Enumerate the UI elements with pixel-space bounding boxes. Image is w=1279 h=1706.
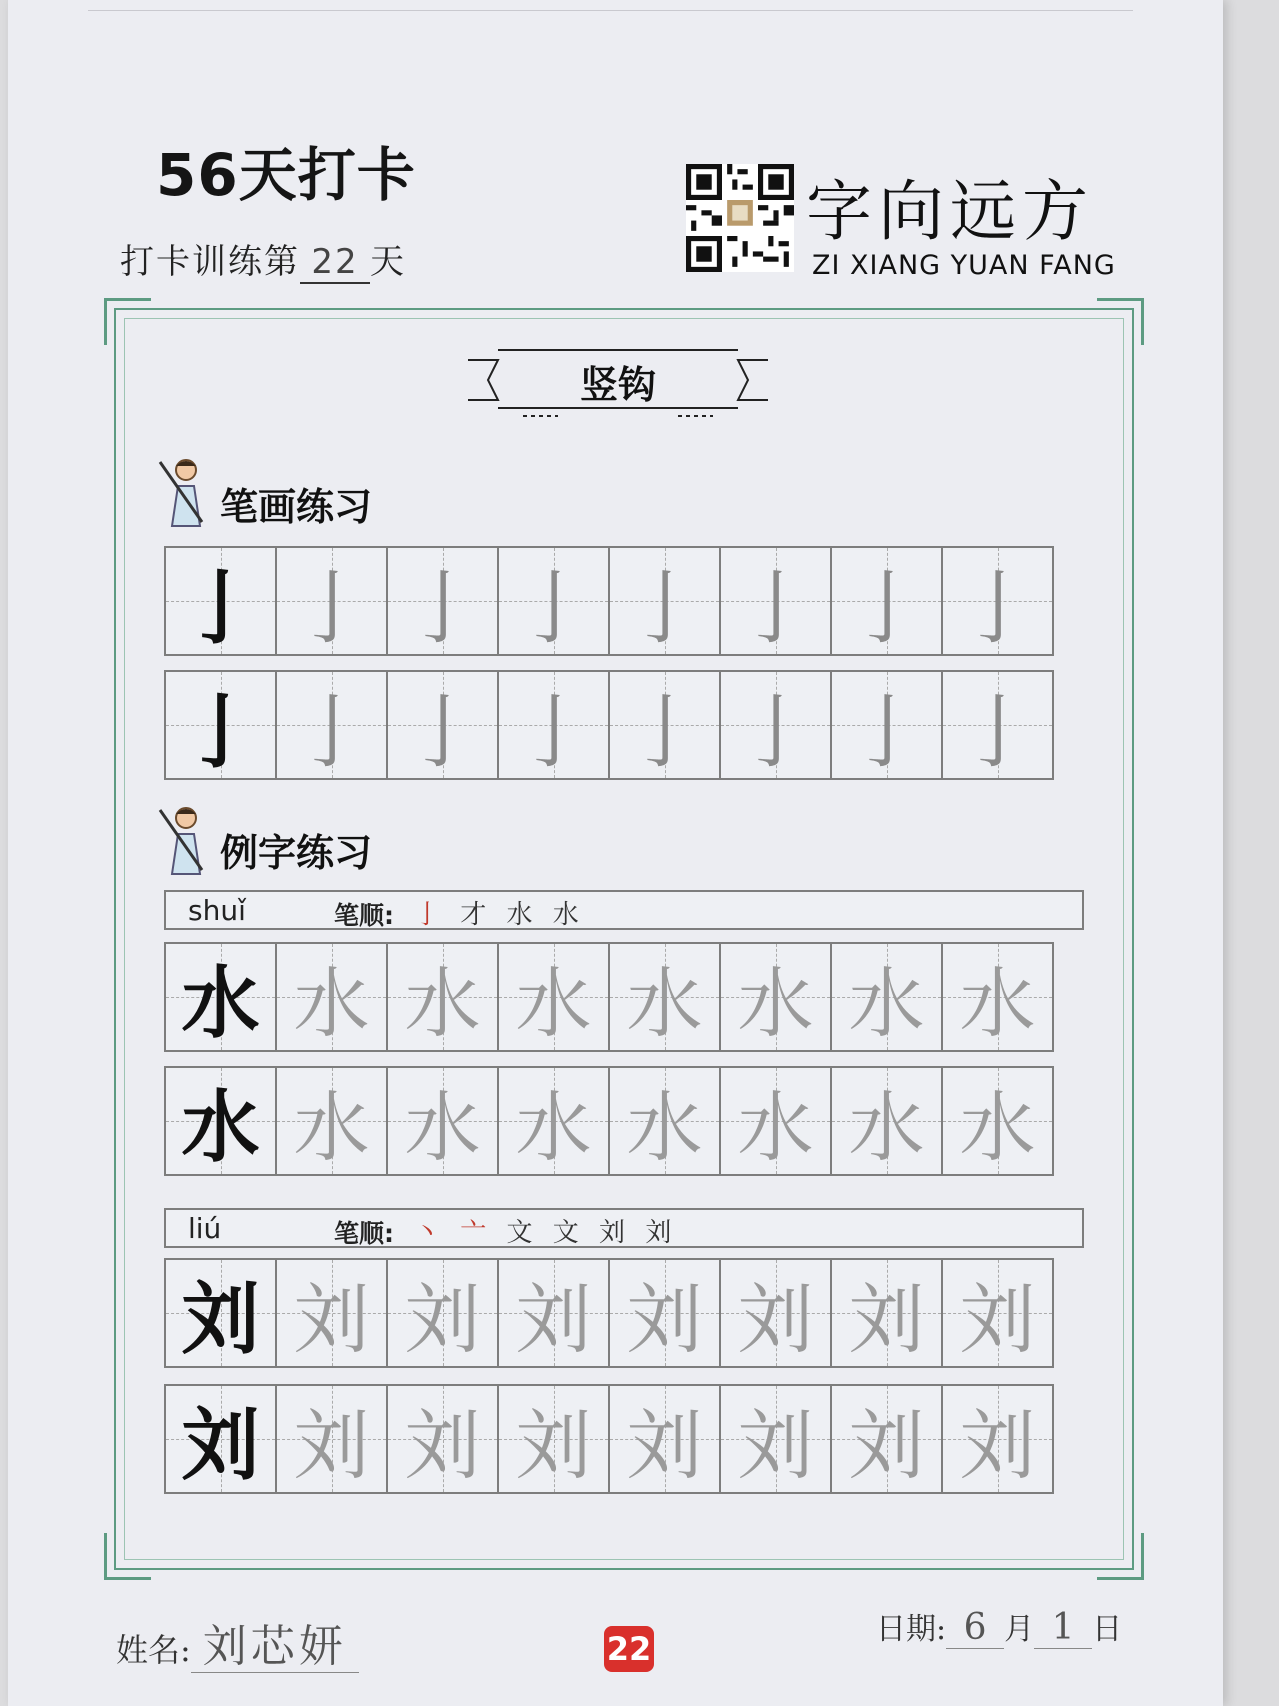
grid-cell-trace[interactable]: 亅 — [386, 670, 499, 780]
grid-cell-trace[interactable]: 亅 — [719, 670, 832, 780]
example-row — [164, 1258, 1052, 1368]
grid-cell-trace[interactable]: 亅 — [608, 546, 721, 656]
pinyin: liú — [188, 1212, 222, 1245]
section-title-strokes: 笔画练习 — [220, 485, 373, 529]
stroke-order-label: 笔顺: — [334, 1219, 394, 1248]
grid-cell-trace[interactable]: 水 — [386, 1066, 499, 1176]
grid-cell-model: 水 — [164, 1066, 277, 1176]
brand-logo-text: 字向远方 — [806, 173, 1094, 250]
grid-cell-trace[interactable]: 刘 — [386, 1258, 499, 1368]
grid-cell-trace[interactable]: 亅 — [275, 670, 388, 780]
frame-corner-ornament — [1097, 298, 1144, 345]
grid-cell-model: 亅 — [164, 546, 277, 656]
name-label: 姓名: — [116, 1631, 191, 1669]
date-field — [876, 1604, 1122, 1649]
grid-cell-trace[interactable]: 刘 — [386, 1384, 499, 1494]
grid-cell-model: 刘 — [164, 1258, 277, 1368]
frame-corner-ornament — [104, 298, 151, 345]
example-info-bar — [164, 1208, 1084, 1248]
grid-cell-trace[interactable]: 亅 — [386, 546, 499, 656]
stroke-order-label: 笔顺: — [334, 901, 394, 930]
grid-cell-trace[interactable]: 水 — [830, 1066, 943, 1176]
grid-cell-trace[interactable]: 刘 — [830, 1258, 943, 1368]
grid-cell-trace[interactable]: 水 — [941, 1066, 1054, 1176]
scholar-icon — [156, 804, 212, 876]
frame-corner-ornament — [1097, 1533, 1144, 1580]
grid-cell-trace[interactable]: 亅 — [275, 546, 388, 656]
grid-cell-trace[interactable]: 亅 — [941, 670, 1054, 780]
grid-cell-trace[interactable]: 刘 — [830, 1384, 943, 1494]
grid-cell-trace[interactable]: 水 — [830, 942, 943, 1052]
grid-cell-trace[interactable]: 刘 — [941, 1258, 1054, 1368]
example-info-bar — [164, 890, 1084, 930]
grid-cell-trace[interactable]: 水 — [497, 942, 610, 1052]
top-edge-line — [88, 0, 1133, 11]
day-counter — [120, 234, 406, 284]
date-label: 日期: — [876, 1612, 947, 1647]
grid-cell-trace[interactable]: 水 — [719, 1066, 832, 1176]
day-suffix: 天 — [370, 242, 406, 282]
grid-cell-trace[interactable]: 亅 — [830, 546, 943, 656]
pinyin: shuǐ — [188, 894, 246, 927]
grid-cell-model: 水 — [164, 942, 277, 1052]
lesson-title: 竖钩 — [579, 363, 656, 407]
grid-cell-trace[interactable]: 水 — [275, 942, 388, 1052]
scholar-icon — [156, 456, 212, 528]
frame-corner-ornament — [104, 1533, 151, 1580]
grid-cell-model: 刘 — [164, 1384, 277, 1494]
grid-cell-trace[interactable]: 水 — [497, 1066, 610, 1176]
example-row — [164, 942, 1052, 1052]
stroke-row-2 — [164, 670, 1052, 780]
grid-cell-trace[interactable]: 刘 — [497, 1258, 610, 1368]
page-title: 56天打卡 — [156, 141, 416, 209]
grid-cell-trace[interactable]: 刘 — [608, 1258, 721, 1368]
grid-cell-trace[interactable]: 刘 — [608, 1384, 721, 1494]
grid-cell-trace[interactable]: 水 — [608, 1066, 721, 1176]
grid-cell-trace[interactable]: 亅 — [830, 670, 943, 780]
example-row — [164, 1066, 1052, 1176]
worksheet-page — [8, 0, 1223, 1706]
grid-cell-trace[interactable]: 水 — [941, 942, 1054, 1052]
stroke-order-sequence: 亅 才 水 水 — [414, 900, 585, 930]
grid-cell-trace[interactable]: 刘 — [719, 1384, 832, 1494]
name-field — [116, 1610, 359, 1674]
grid-cell-trace[interactable]: 亅 — [941, 546, 1054, 656]
page-number-badge: 22 — [604, 1626, 654, 1672]
grid-cell-trace[interactable]: 刘 — [497, 1384, 610, 1494]
day-prefix: 打卡训练第 — [120, 242, 300, 282]
grid-cell-trace[interactable]: 水 — [719, 942, 832, 1052]
grid-cell-trace[interactable]: 水 — [608, 942, 721, 1052]
example-row — [164, 1384, 1052, 1494]
grid-cell-trace[interactable]: 刘 — [941, 1384, 1054, 1494]
month-value[interactable]: 6 — [946, 1607, 1004, 1649]
grid-cell-trace[interactable]: 亅 — [608, 670, 721, 780]
month-label: 月 — [1004, 1612, 1035, 1647]
brand-subtitle: ZI XIANG YUAN FANG — [812, 250, 1116, 281]
section-title-examples: 例字练习 — [220, 831, 373, 875]
grid-cell-trace[interactable]: 水 — [275, 1066, 388, 1176]
day-value-field[interactable]: 1 — [1034, 1607, 1092, 1649]
day-value: 22 — [300, 242, 370, 284]
grid-cell-trace[interactable]: 刘 — [275, 1384, 388, 1494]
grid-cell-trace[interactable]: 刘 — [275, 1258, 388, 1368]
grid-cell-model: 亅 — [164, 670, 277, 780]
grid-cell-trace[interactable]: 亅 — [497, 546, 610, 656]
qr-code-icon — [686, 164, 794, 272]
stroke-row-1 — [164, 546, 1052, 656]
grid-cell-trace[interactable]: 刘 — [719, 1258, 832, 1368]
grid-cell-trace[interactable]: 亅 — [497, 670, 610, 780]
day-label: 日 — [1092, 1612, 1123, 1647]
lesson-banner — [468, 340, 768, 420]
grid-cell-trace[interactable]: 亅 — [719, 546, 832, 656]
name-value[interactable]: 刘芯妍 — [191, 1621, 359, 1673]
grid-cell-trace[interactable]: 水 — [386, 942, 499, 1052]
stroke-order-sequence: 丶 亠 文 文 刘 刘 — [414, 1218, 678, 1248]
